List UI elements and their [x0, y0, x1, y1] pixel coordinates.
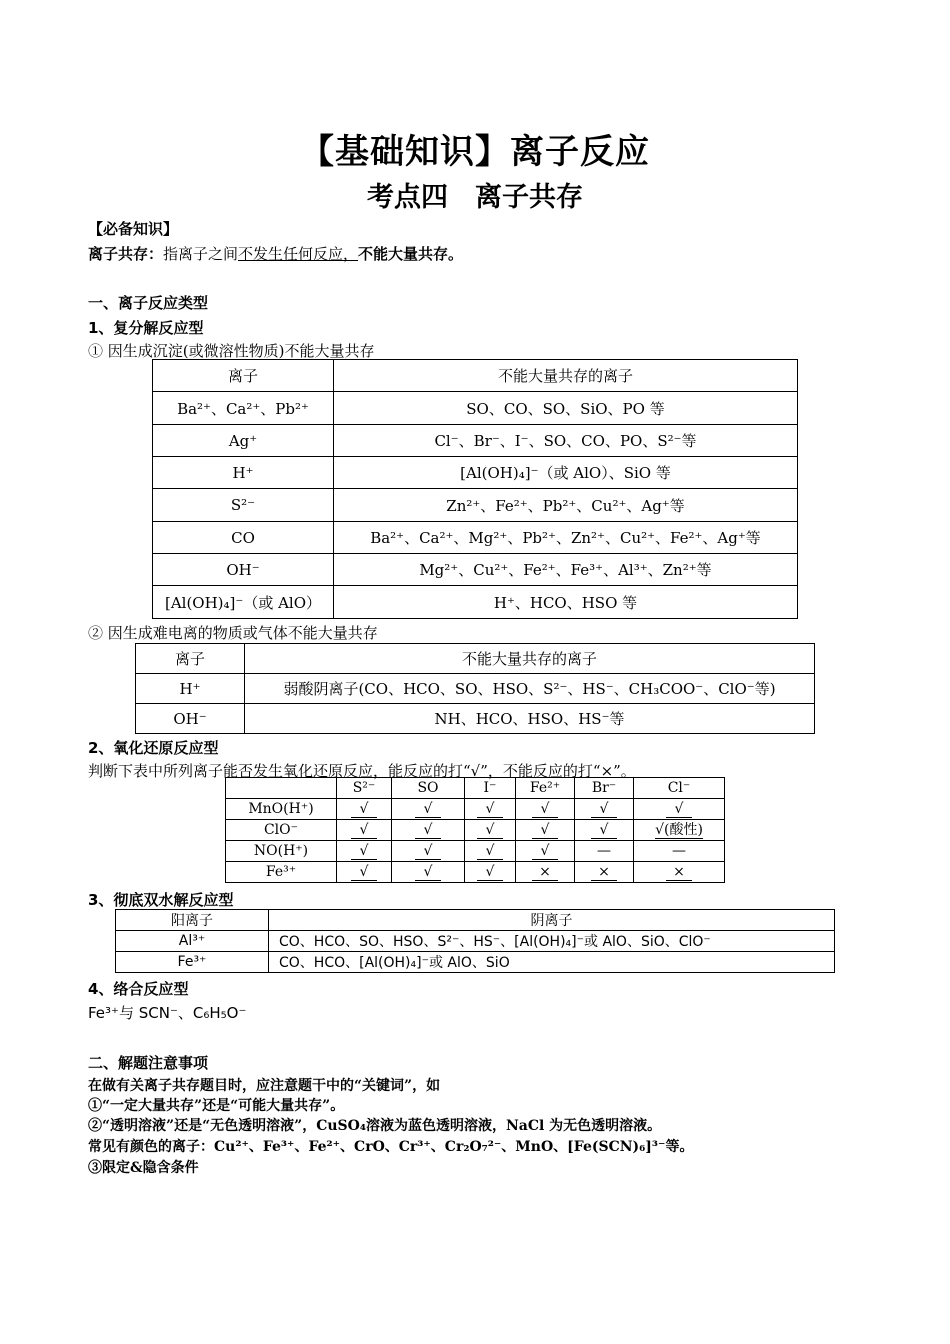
note1: ① 因生成沉淀(或微溶性物质)不能大量共存	[88, 342, 375, 360]
mark-cell: √	[477, 801, 503, 818]
note3: 判断下表中所列离子能否发生氧化还原反应，能反应的打“√”，不能反应的打“×”。	[88, 762, 636, 780]
table-header: 阴离子	[269, 910, 835, 931]
mark-cell: √	[415, 843, 441, 860]
mark-cell: √	[532, 801, 558, 818]
mark-cell: √	[591, 801, 617, 818]
row-label: NO(H⁺)	[226, 841, 337, 862]
table-cell: CO	[153, 522, 334, 554]
table-header: S²⁻	[337, 778, 392, 799]
table-cell: H⁺	[153, 457, 334, 489]
table-row	[153, 554, 798, 586]
definition-prefix: 指离子之间	[163, 245, 239, 263]
table-cell: Ba²⁺、Ca²⁺、Mg²⁺、Pb²⁺、Zn²⁺、Cu²⁺、Fe²⁺、Ag⁺等	[334, 522, 798, 554]
table-row	[153, 586, 798, 619]
table-row	[153, 457, 798, 489]
table-row	[226, 799, 725, 820]
mark-cell: √	[351, 864, 377, 881]
table-cell: Mg²⁺、Cu²⁺、Fe²⁺、Fe³⁺、Al³⁺、Zn²⁺等	[334, 554, 798, 586]
table-precipitate	[152, 359, 798, 619]
mark-cell: ×	[591, 864, 617, 881]
table-header: 不能大量共存的离子	[334, 360, 798, 392]
mark-cell: √	[351, 801, 377, 818]
complex-line: Fe³⁺与 SCN⁻、C₆H₅O⁻	[88, 1004, 247, 1022]
mark-cell: √	[532, 843, 558, 860]
table-row	[226, 841, 725, 862]
table-row	[226, 820, 725, 841]
table-cell: CO、HCO、[Al(OH)₄]⁻或 AlO、SiO	[269, 952, 835, 973]
table-cell: H⁺、HCO、HSO 等	[334, 586, 798, 619]
table-header	[226, 778, 337, 799]
table-cell: OH⁻	[153, 554, 334, 586]
table-header: Cl⁻	[634, 778, 725, 799]
table-header: SO	[392, 778, 465, 799]
table-row	[116, 931, 835, 952]
sub3-heading: 3、彻底双水解反应型	[88, 891, 234, 909]
mark-cell: √	[532, 822, 558, 839]
table-header: 离子	[153, 360, 334, 392]
mark-cell: √	[351, 822, 377, 839]
table-header: Fe²⁺	[516, 778, 575, 799]
table-row	[116, 952, 835, 973]
note-line: ③限定&隐含条件	[88, 1160, 199, 1176]
table-cell: NH、HCO、HSO、HS⁻等	[245, 704, 815, 734]
table-cell: S²⁻	[153, 489, 334, 522]
table-header: Br⁻	[575, 778, 634, 799]
table-header: 离子	[136, 644, 245, 674]
mark-cell: —	[575, 841, 634, 862]
table-row	[136, 704, 815, 734]
note-line: ①“一定大量共存”还是“可能大量共存”。	[88, 1098, 345, 1114]
table-cell: 弱酸阴离子(CO、HCO、SO、HSO、S²⁻、HS⁻、CH₃COO⁻、ClO⁻等)	[245, 674, 815, 704]
mark-cell: √	[477, 864, 503, 881]
table-cell: Zn²⁺、Fe²⁺、Pb²⁺、Cu²⁺、Ag⁺等	[334, 489, 798, 522]
mark-cell: √	[666, 801, 692, 818]
table-header: I⁻	[465, 778, 516, 799]
mark-cell: √	[591, 822, 617, 839]
table-row	[226, 862, 725, 883]
table-header: 不能大量共存的离子	[245, 644, 815, 674]
mark-cell: ×	[666, 864, 692, 881]
table-cell: OH⁻	[136, 704, 245, 734]
table-row	[136, 674, 815, 704]
table-row	[153, 522, 798, 554]
table-cell: SO、CO、SO、SiO、PO 等	[334, 392, 798, 425]
row-label: MnO(H⁺)	[226, 799, 337, 820]
table-hydrolysis	[115, 909, 835, 973]
sub4-heading: 4、络合反应型	[88, 980, 189, 998]
definition-label: 离子共存：	[88, 245, 164, 263]
note2: ② 因生成难电离的物质或气体不能大量共存	[88, 624, 378, 642]
definition-underlined: 不发生任何反应，	[238, 245, 359, 263]
note-line: 在做有关离子共存题目时，应注意题干中的“关键词”，如	[88, 1078, 441, 1094]
mark-cell: √(酸性)	[655, 821, 703, 838]
sub1-heading: 1、复分解反应型	[88, 319, 204, 337]
page-title: 【基础知识】离子反应	[300, 132, 650, 172]
page-subtitle: 考点四 离子共存	[367, 182, 583, 213]
table-cell: Ba²⁺、Ca²⁺、Pb²⁺	[153, 392, 334, 425]
table-row	[153, 425, 798, 457]
mark-cell: ×	[532, 864, 558, 881]
table-row	[153, 392, 798, 425]
table-cell: [Al(OH)₄]⁻（或 AlO）	[153, 586, 334, 619]
row-label: Fe³⁺	[226, 862, 337, 883]
table-cell: CO、HCO、SO、HSO、S²⁻、HS⁻、[Al(OH)₄]⁻或 AlO、SiO、ClO⁻	[269, 931, 835, 952]
mark-cell: √	[351, 843, 377, 860]
mark-cell: √	[415, 822, 441, 839]
table-cell: Ag⁺	[153, 425, 334, 457]
table-cell: Fe³⁺	[116, 952, 269, 973]
definition-line	[88, 243, 463, 264]
table-row	[153, 489, 798, 522]
note-line: ②“透明溶液”还是“无色透明溶液”，CuSO₄溶液为蓝色透明溶液，NaCl 为无色透明溶液。	[88, 1118, 662, 1134]
mark-cell: √	[477, 822, 503, 839]
note-line: 常见有颜色的离子：Cu²⁺、Fe³⁺、Fe²⁺、CrO、Cr³⁺、Cr₂O₇²⁻、MnO、[Fe(SCN)₆]³⁻等。	[88, 1139, 694, 1155]
table-cell: Cl⁻、Br⁻、I⁻、SO、CO、PO、S²⁻等	[334, 425, 798, 457]
table-weak-electrolyte	[135, 643, 815, 734]
definition-bold: 不能大量共存。	[358, 245, 464, 263]
mark-cell: √	[477, 843, 503, 860]
must-know-heading: 【必备知识】	[88, 220, 179, 238]
table-cell: [Al(OH)₄]⁻（或 AlO）、SiO 等	[334, 457, 798, 489]
table-header: 阳离子	[116, 910, 269, 931]
mark-cell: √	[415, 801, 441, 818]
table-cell: Al³⁺	[116, 931, 269, 952]
section1-heading: 一、离子反应类型	[88, 294, 209, 312]
row-label: ClO⁻	[226, 820, 337, 841]
mark-cell: √	[415, 864, 441, 881]
table-cell: H⁺	[136, 674, 245, 704]
sub2-heading: 2、氧化还原反应型	[88, 739, 219, 757]
section2-heading: 二、解题注意事项	[88, 1054, 209, 1072]
table-redox	[225, 777, 725, 883]
mark-cell: —	[634, 841, 725, 862]
